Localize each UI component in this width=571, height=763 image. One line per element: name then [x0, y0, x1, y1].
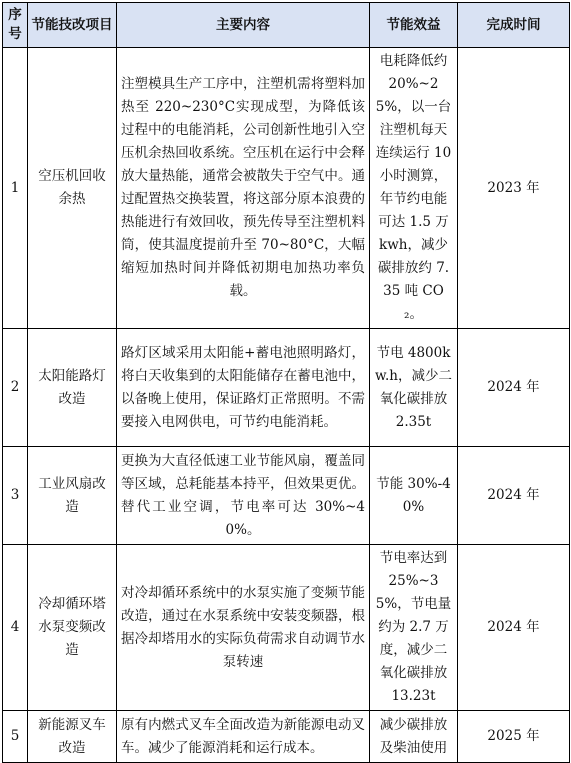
cell-time: 2023 年 — [458, 48, 570, 329]
header-effect: 节能效益 — [370, 3, 458, 48]
cell-content: 注塑模具生产工序中，注塑机需将塑料加热至 220~230°C实现成型，为降低该过程中的电能消耗，公司创新性地引入空压机余热回收系统。空压机在运行中会释放大量热能，通常会被散失于空气中。通过配置热交换装置，将这部分原本浪费的热能进行有效回收，预先传导至注塑机料筒，使其温度提前升至 70~80°C，大幅缩短加热时间并降低初期电加热功率负载。 — [117, 48, 370, 329]
cell-project: 工业风扇改造 — [28, 447, 117, 545]
cell-effect: 节能 30%-40% — [370, 447, 458, 545]
cell-content: 更换为大直径低速工业节能风扇，覆盖同等区域，总耗能基本持平，但效果更优。替代工业空调，节电率可达 30%~40%。 — [117, 447, 370, 545]
cell-seq: 2 — [3, 329, 28, 447]
cell-seq: 4 — [3, 545, 28, 711]
cell-time: 2024 年 — [458, 545, 570, 711]
cell-time: 2024 年 — [458, 447, 570, 545]
cell-content: 对冷却循环系统中的水泵实施了变频节能改造，通过在水泵系统中安装变频器，根据冷却塔用水的实际负荷需求自动调节水泵转速 — [117, 545, 370, 711]
header-seq: 序号 — [3, 3, 28, 48]
table-row — [3, 329, 570, 447]
cell-project: 空压机回收余热 — [28, 48, 117, 329]
cell-project: 冷却循环塔水泵变频改造 — [28, 545, 117, 711]
cell-seq: 3 — [3, 447, 28, 545]
cell-project: 新能源叉车改造 — [28, 711, 117, 763]
header-time: 完成时间 — [458, 3, 570, 48]
cell-effect: 减少碳排放及柴油使用 — [370, 711, 458, 763]
table-row — [3, 711, 570, 763]
energy-saving-table — [2, 2, 570, 763]
header-project: 节能技改项目 — [28, 3, 117, 48]
cell-project: 太阳能路灯改造 — [28, 329, 117, 447]
cell-seq: 5 — [3, 711, 28, 763]
cell-content: 原有内燃式叉车全面改造为新能源电动叉车。减少了能源消耗和运行成本。 — [117, 711, 370, 763]
table-header-row — [3, 3, 570, 48]
cell-effect: 电耗降低约 20%~25%，以一台注塑机每天连续运行 10 小时测算，年节约电能可达 1.5 万 kwh，减少碳排放约 7.35 吨 CO₂。 — [370, 48, 458, 329]
cell-effect: 节电 4800kw.h，减少二氧化碳排放 2.35t — [370, 329, 458, 447]
cell-content: 路灯区域采用太阳能+蓄电池照明路灯，将白天收集到的太阳能储存在蓄电池中，以备晚上使用，保证路灯正常照明。不需要接入电网供电，可节约电能消耗。 — [117, 329, 370, 447]
cell-seq: 1 — [3, 48, 28, 329]
table-row — [3, 545, 570, 711]
cell-time: 2024 年 — [458, 329, 570, 447]
table-row — [3, 447, 570, 545]
table-row — [3, 48, 570, 329]
header-content: 主要内容 — [117, 3, 370, 48]
cell-effect: 节电率达到 25%~35%，节电量约为 2.7 万度，减少二氧化碳排放 13.23t — [370, 545, 458, 711]
cell-time: 2025 年 — [458, 711, 570, 763]
